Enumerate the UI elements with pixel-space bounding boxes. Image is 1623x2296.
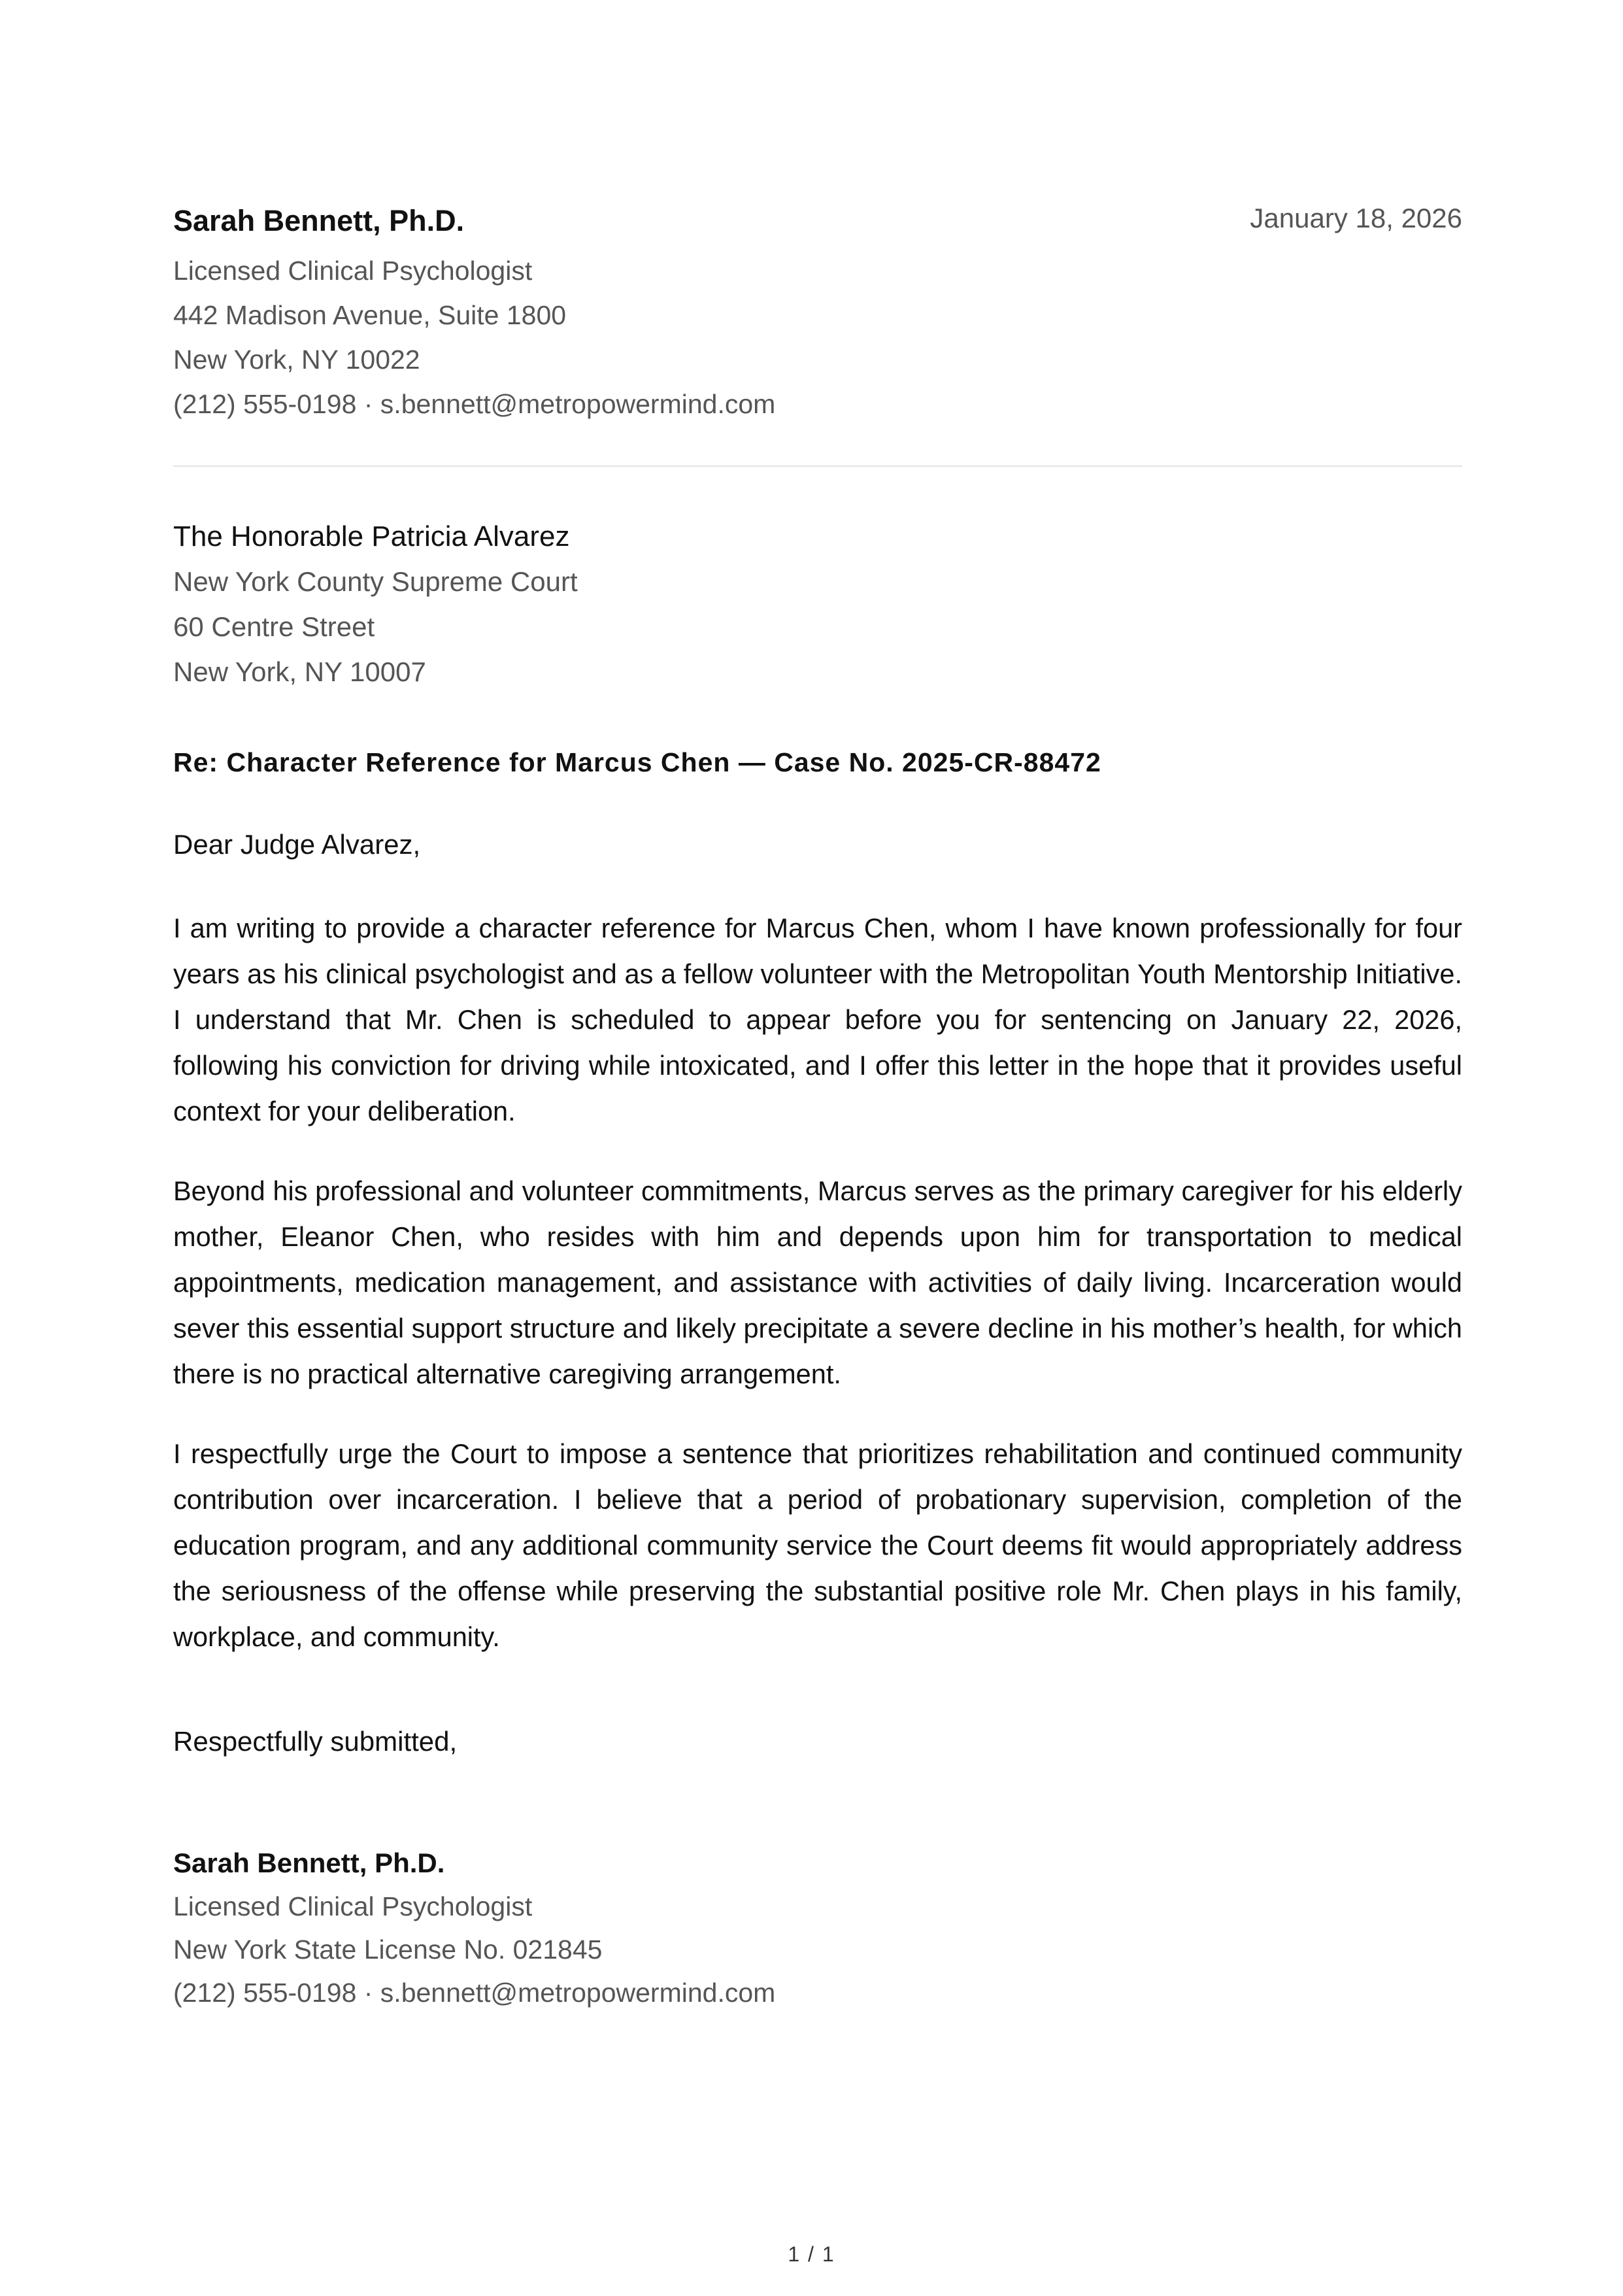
signature-title: Licensed Clinical Psychologist [173, 1891, 533, 1921]
letter-content [173, 196, 1462, 2008]
signature-contact: (212) 555-0198 · s.bennett@metropowermind.com [173, 1978, 776, 2008]
closing-line: Respectfully submitted, [173, 1726, 458, 1757]
page-number: 1 / 1 [788, 2242, 835, 2266]
letter-date: January 18, 2026 [1250, 203, 1462, 233]
signature-license: New York State License No. 021845 [173, 1934, 603, 1965]
recipient-name: The Honorable Patricia Alvarez [173, 520, 570, 552]
recipient-block [173, 514, 1462, 694]
subject-line: Re: Character Reference for Marcus Chen — Case No. 2025-CR-88472 [173, 747, 1101, 777]
sender-street-address: 442 Madison Avenue, Suite 1800 [173, 300, 567, 330]
sender-city-line: New York, NY 10022 [173, 345, 420, 375]
recipient-court: New York County Supreme Court [173, 566, 578, 597]
sender-title: Licensed Clinical Psychologist [173, 256, 533, 286]
body-paragraph-1: I am writing to provide a character reference for Marcus Chen, whom I have known professionally for four years as his clinical psychologist and as a fellow volunteer with the Metropolitan Youth Mentorship Initiative. I understand that Mr. Chen is scheduled to appear before you for sentencing on January 22, 2026, following his conviction for driving while intoxicated, and I offer this letter in the hope that it provides useful context for your deliberation. [173, 913, 1462, 1126]
recipient-city-line: New York, NY 10007 [173, 656, 426, 687]
salutation: Dear Judge Alvarez, [173, 829, 421, 860]
sender-contact-line: (212) 555-0198 · s.bennett@metropowermind.com [173, 389, 776, 419]
letterhead [173, 196, 1462, 458]
body-paragraph-2: Beyond his professional and volunteer commitments, Marcus serves as the primary caregiver for his elderly mother, Eleanor Chen, who resides with him and depends upon him for transportation to medical appointments, medication management, and assistance with activities of daily living. Incarceration would sever this essential support structure and likely precipitate a severe decline in his mother’s health, for which there is no practical alternative caregiving arrangement. [173, 1175, 1462, 1389]
sender-name: Sarah Bennett, Ph.D. [173, 204, 465, 237]
signature-name: Sarah Bennett, Ph.D. [173, 1848, 445, 1878]
header-divider [173, 465, 1462, 467]
recipient-street: 60 Centre Street [173, 611, 375, 642]
signature-block [173, 1842, 775, 2014]
letter-body [173, 905, 1462, 1694]
body-paragraph-3: I respectfully urge the Court to impose a sentence that prioritizes rehabilitation and continued community contribution over incarceration. I believe that a period of probationary supervision, completion of the education program, and any additional community service the Court deems fit would appropriately address the seriousness of the offense while preserving the substantial positive role Mr. Chen plays in his family, workplace, and community. [173, 1438, 1462, 1652]
sender-details [173, 248, 775, 426]
